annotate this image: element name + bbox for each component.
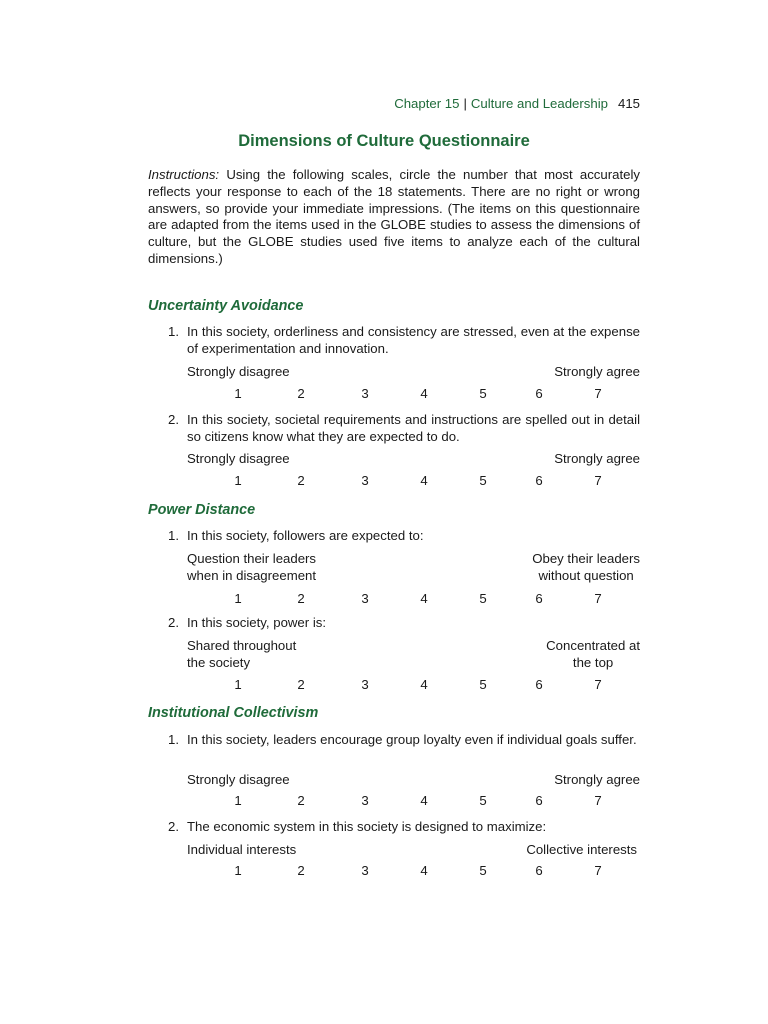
scale-right-anchor: Strongly agree — [554, 772, 640, 787]
instructions-label: Instructions: — [148, 167, 220, 182]
question-text: In this society, societal requirements and instructions are spelled out in detail so citizens know what they are expected to do. — [187, 412, 640, 444]
scale-left-anchor: Strongly disagree — [187, 364, 290, 379]
instructions-paragraph — [148, 167, 640, 268]
scale-number: 1 — [234, 677, 242, 692]
scale-number: 6 — [535, 473, 543, 488]
rating-scale — [0, 473, 768, 491]
scale-number: 2 — [297, 473, 305, 488]
question-text: In this society, leaders encourage group loyalty even if individual goals suffer. — [187, 732, 637, 747]
scale-right-anchor: Concentrated at the top — [546, 638, 640, 670]
section-title-power-distance: Power Distance — [148, 502, 256, 518]
rating-scale — [0, 677, 768, 695]
scale-number: 4 — [420, 473, 428, 488]
scale-number: 4 — [420, 793, 428, 808]
scale-number: 3 — [361, 793, 369, 808]
scale-number: 7 — [594, 591, 602, 606]
question-number: 1. — [168, 732, 179, 747]
scale-number: 7 — [594, 677, 602, 692]
rating-scale — [0, 591, 768, 609]
scale-number: 5 — [479, 793, 487, 808]
scale-number: 6 — [535, 386, 543, 401]
scale-left-anchor: Strongly disagree — [187, 451, 290, 466]
scale-number: 3 — [361, 863, 369, 878]
scale-number: 3 — [361, 386, 369, 401]
scale-number: 5 — [479, 386, 487, 401]
scale-number: 6 — [535, 793, 543, 808]
scale-number: 5 — [479, 591, 487, 606]
scale-number: 7 — [594, 386, 602, 401]
page-title: Dimensions of Culture Questionnaire — [238, 132, 530, 150]
scale-number: 5 — [479, 863, 487, 878]
scale-number: 1 — [234, 793, 242, 808]
scale-number: 4 — [420, 863, 428, 878]
question-number: 1. — [168, 528, 179, 543]
rating-scale — [0, 386, 768, 404]
question-text: The economic system in this society is designed to maximize: — [187, 819, 547, 834]
question-text: In this society, power is: — [187, 615, 327, 630]
question-number: 2. — [168, 412, 179, 427]
question-item — [168, 819, 640, 836]
question-number: 2. — [168, 615, 179, 630]
header-separator: | — [463, 96, 467, 111]
page-number: 415 — [617, 96, 640, 111]
scale-number: 2 — [297, 591, 305, 606]
section-title-uncertainty-avoidance: Uncertainty Avoidance — [148, 298, 304, 314]
scale-left-anchor: Individual interests — [187, 842, 297, 857]
chapter-section: Culture and Leadership — [470, 96, 608, 111]
question-text: In this society, followers are expected to: — [187, 528, 424, 543]
scale-number: 6 — [535, 677, 543, 692]
scale-right-anchor: Strongly agree — [554, 451, 640, 466]
scale-left-anchor: Strongly disagree — [187, 772, 290, 787]
question-item — [168, 324, 640, 358]
section-title-institutional-collectivism: Institutional Collectivism — [148, 705, 319, 721]
scale-number: 7 — [594, 863, 602, 878]
question-text: In this society, orderliness and consistency are stressed, even at the expense of experimentation and innovation. — [187, 324, 640, 356]
question-item — [168, 412, 640, 446]
scale-number: 5 — [479, 677, 487, 692]
scale-number: 1 — [234, 473, 242, 488]
scale-right-anchor: Strongly agree — [554, 364, 640, 379]
scale-number: 6 — [535, 863, 543, 878]
scale-number: 1 — [234, 591, 242, 606]
scale-number: 5 — [479, 473, 487, 488]
rating-scale — [0, 793, 768, 811]
scale-number: 2 — [297, 863, 305, 878]
scale-number: 6 — [535, 591, 543, 606]
scale-number: 7 — [594, 473, 602, 488]
scale-number: 4 — [420, 677, 428, 692]
question-item — [168, 732, 640, 749]
running-header — [394, 96, 640, 111]
scale-number: 4 — [420, 591, 428, 606]
question-item — [168, 615, 640, 632]
scale-left-anchor: Shared throughout the society — [187, 638, 297, 670]
scale-number: 7 — [594, 793, 602, 808]
rating-scale — [0, 863, 768, 881]
scale-left-anchor: Question their leaders when in disagreement — [187, 551, 317, 583]
scale-number: 1 — [234, 863, 242, 878]
scale-number: 3 — [361, 591, 369, 606]
scale-right-anchor: Obey their leaders without question — [532, 551, 640, 583]
scale-number: 4 — [420, 386, 428, 401]
scale-number: 2 — [297, 793, 305, 808]
scale-number: 2 — [297, 386, 305, 401]
scale-number: 2 — [297, 677, 305, 692]
instructions-text: Using the following scales, circle the number that most accurately reflects your response to each of the 18 statements. There are no right or wrong answers, so provide your immediate impressions. (The items on this questionnaire are adapted from the items used in the GLOBE studies to assess the dimensions of culture, but the GLOBE studies used five items to analyze each of the cultural dimensions.) — [148, 167, 640, 266]
scale-number: 1 — [234, 386, 242, 401]
chapter-label: Chapter 15 — [394, 96, 460, 111]
question-number: 1. — [168, 324, 179, 339]
question-item — [168, 528, 640, 545]
scale-number: 3 — [361, 473, 369, 488]
scale-right-anchor: Collective interests — [526, 842, 637, 857]
question-number: 2. — [168, 819, 179, 834]
scale-number: 3 — [361, 677, 369, 692]
